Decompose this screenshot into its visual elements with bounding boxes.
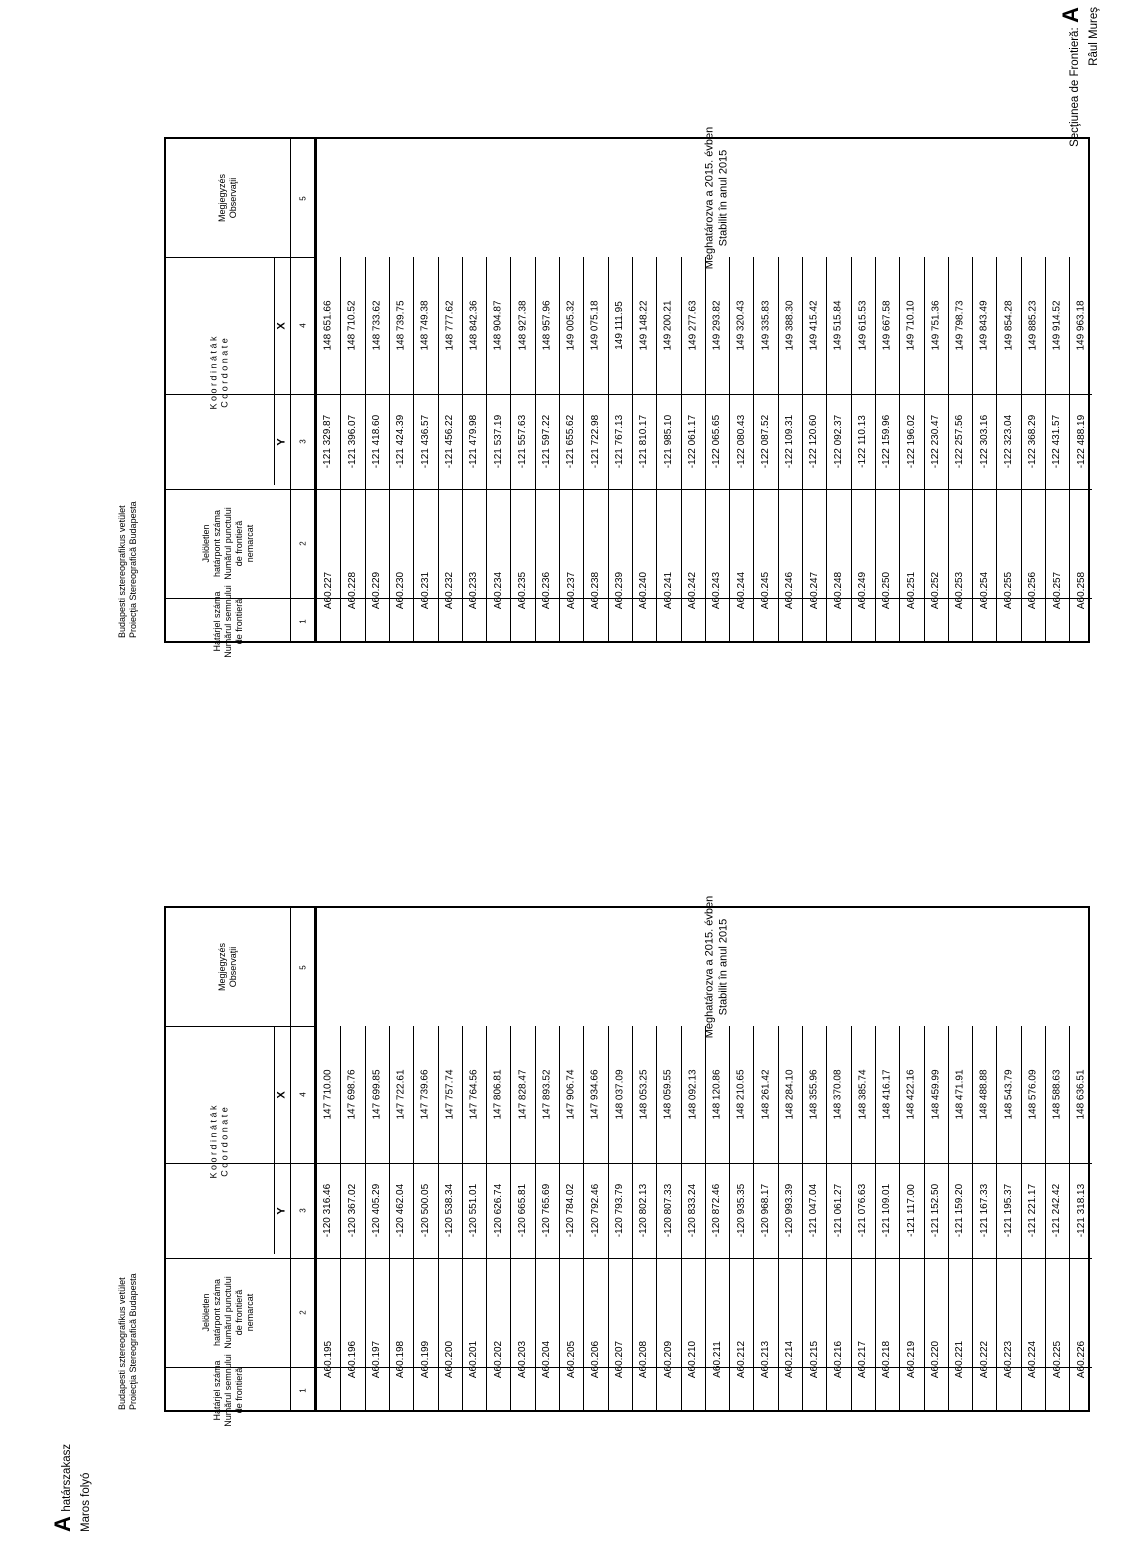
point-id-cell: A60.242 [687, 571, 699, 610]
column-number-5: 5 [298, 964, 308, 970]
x-coordinate-cell: 148 120.86 [711, 1069, 723, 1120]
y-coordinate-cell: -120 993.39 [784, 1183, 796, 1238]
y-coordinate-cell: -120 500.05 [419, 1183, 431, 1238]
x-coordinate-cell: 149 111.95 [614, 301, 626, 350]
y-coordinate-cell: -122 087.52 [760, 414, 772, 469]
y-coordinate-cell: -121 318.13 [1075, 1183, 1087, 1238]
point-id-cell: A60.224 [1027, 1340, 1039, 1379]
x-coordinate-cell: 149 963.18 [1075, 300, 1087, 351]
point-id-cell: A60.217 [857, 1340, 869, 1379]
y-coordinate-cell: -122 230.47 [930, 414, 942, 469]
y-coordinate-cell: -120 935.35 [735, 1183, 747, 1238]
x-coordinate-cell: 147 699.85 [371, 1069, 383, 1120]
x-coordinate-cell: 148 739.75 [395, 300, 407, 351]
column-number-5: 5 [298, 195, 308, 201]
x-coordinate-cell: 147 893.52 [541, 1069, 553, 1120]
x-coordinate-cell: 149 885.23 [1027, 300, 1039, 351]
point-id-cell: A60.249 [857, 571, 869, 610]
point-id-cell: A60.237 [565, 571, 577, 610]
y-coordinate-cell: -120 551.01 [468, 1183, 480, 1238]
x-coordinate-cell: 149 914.52 [1051, 300, 1063, 351]
x-coordinate-cell: 148 842.36 [468, 300, 480, 351]
y-coordinate-cell: -120 793.79 [614, 1183, 626, 1238]
y-coordinate-cell: -121 597.22 [541, 414, 553, 469]
y-coordinate-cell: -120 784.02 [565, 1183, 577, 1238]
point-id-cell: A60.227 [322, 571, 334, 610]
y-coordinate-cell: -120 765.69 [541, 1183, 553, 1238]
y-coordinate-cell: -122 431.57 [1051, 414, 1063, 469]
point-id-cell: A60.205 [565, 1340, 577, 1379]
point-id-cell: A60.246 [784, 571, 796, 610]
header-mark-number: Határjel száma Numărul semnului de frontieră [211, 585, 244, 658]
point-id-cell: A60.247 [808, 571, 820, 610]
x-coordinate-cell: 148 588.63 [1051, 1069, 1063, 1120]
x-coordinate-cell: 148 059.55 [662, 1069, 674, 1120]
y-coordinate-cell: -120 665.81 [517, 1183, 529, 1238]
y-coordinate-cell: -122 488.19 [1075, 414, 1087, 469]
x-coordinate-cell: 148 576.09 [1027, 1069, 1039, 1120]
observation-note: Meghatározva a 2015. évben Stabilit în anul 2015 [703, 895, 729, 1039]
y-coordinate-cell: -121 396.07 [346, 414, 358, 469]
point-id-cell: A60.213 [760, 1340, 772, 1379]
header-y: Y [276, 437, 288, 446]
point-id-cell: A60.241 [662, 571, 674, 610]
y-coordinate-cell: -121 152.50 [930, 1183, 942, 1238]
column-number-3: 3 [298, 439, 308, 444]
point-id-cell: A60.210 [687, 1340, 699, 1379]
x-coordinate-cell: 148 416.17 [881, 1069, 893, 1120]
header-observations: Megjegyzés Observaţii [217, 942, 238, 992]
point-id-cell: A60.236 [541, 571, 553, 610]
y-coordinate-cell: -122 080.43 [735, 414, 747, 469]
y-coordinate-cell: -120 792.46 [589, 1183, 601, 1238]
x-coordinate-cell: 149 751.36 [930, 300, 942, 351]
x-coordinate-cell: 147 710.00 [322, 1069, 334, 1120]
x-coordinate-cell: 149 798.73 [954, 300, 966, 351]
point-id-cell: A60.207 [614, 1340, 626, 1379]
x-coordinate-cell: 149 854.28 [1003, 300, 1015, 351]
point-id-cell: A60.239 [614, 571, 626, 610]
point-id-cell: A60.197 [371, 1340, 383, 1379]
point-id-cell: A60.232 [444, 571, 456, 610]
x-coordinate-cell: 148 261.42 [760, 1069, 772, 1120]
point-id-cell: A60.238 [589, 571, 601, 610]
x-coordinate-cell: 148 210.65 [735, 1069, 747, 1120]
point-id-cell: A60.220 [930, 1340, 942, 1379]
column-number-1: 1 [298, 1388, 308, 1393]
x-coordinate-cell: 148 749.38 [419, 300, 431, 351]
y-coordinate-cell: -121 767.13 [614, 414, 626, 469]
x-coordinate-cell: 148 543.79 [1003, 1069, 1015, 1120]
point-id-cell: A60.206 [589, 1340, 601, 1379]
coordinates-table-1 [164, 895, 1090, 1427]
x-coordinate-cell: 148 284.10 [784, 1069, 796, 1120]
x-coordinate-cell: 149 277.63 [687, 300, 699, 351]
header-coordinates: K o o r d i n á t á k C o o r d o n a t e [208, 1105, 230, 1179]
y-coordinate-cell: -122 120.60 [808, 414, 820, 469]
x-coordinate-cell: 148 488.88 [978, 1069, 990, 1120]
header-y: Y [276, 1206, 288, 1215]
column-number-3: 3 [298, 1208, 308, 1213]
y-coordinate-cell: -122 110.13 [857, 415, 869, 468]
point-id-cell: A60.235 [517, 571, 529, 610]
point-id-cell: A60.253 [954, 571, 966, 610]
x-coordinate-cell: 149 615.53 [857, 300, 869, 351]
y-coordinate-cell: -121 418.60 [371, 414, 383, 469]
point-id-cell: A60.209 [662, 1340, 674, 1379]
y-coordinate-cell: -121 061.27 [832, 1183, 844, 1238]
point-id-cell: A60.221 [954, 1340, 966, 1379]
y-coordinate-cell: -122 368.29 [1027, 414, 1039, 469]
point-id-cell: A60.228 [346, 571, 358, 610]
x-coordinate-cell: 149 515.84 [832, 300, 844, 351]
point-id-cell: A60.256 [1027, 571, 1039, 610]
y-coordinate-cell: -121 557.63 [517, 414, 529, 469]
x-coordinate-cell: 148 385.74 [857, 1069, 869, 1120]
y-coordinate-cell: -121 424.39 [395, 414, 407, 469]
x-coordinate-cell: 147 757.74 [444, 1069, 456, 1120]
x-coordinate-cell: 149 667.58 [881, 300, 893, 351]
point-id-cell: A60.250 [881, 571, 893, 610]
point-id-cell: A60.257 [1051, 571, 1063, 610]
point-id-cell: A60.255 [1003, 571, 1015, 610]
x-coordinate-cell: 148 927.38 [517, 300, 529, 351]
y-coordinate-cell: -121 076.63 [857, 1183, 869, 1238]
observation-note: Meghatározva a 2015. évben Stabilit în anul 2015 [703, 126, 729, 270]
x-coordinate-cell: 148 471.91 [954, 1069, 966, 1120]
point-id-cell: A60.244 [735, 571, 747, 610]
x-coordinate-cell: 148 422.16 [905, 1069, 917, 1120]
y-coordinate-cell: -122 092.37 [832, 414, 844, 469]
point-id-cell: A60.245 [760, 571, 772, 610]
y-coordinate-cell: -121 329.87 [322, 414, 334, 469]
y-coordinate-cell: -120 316.46 [322, 1183, 334, 1238]
y-coordinate-cell: -122 065.65 [711, 414, 723, 469]
x-coordinate-cell: 147 934.66 [589, 1069, 601, 1120]
point-id-cell: A60.196 [346, 1340, 358, 1379]
point-id-cell: A60.215 [808, 1340, 820, 1379]
x-coordinate-cell: 147 828.47 [517, 1069, 529, 1120]
projection-label-bottom: Budapesti sztereografikus vetület Proiecţia Stereografică Budapesta [117, 1273, 138, 1410]
point-id-cell: A60.208 [638, 1340, 650, 1379]
x-coordinate-cell: 149 293.82 [711, 300, 723, 351]
point-id-cell: A60.251 [905, 571, 917, 610]
y-coordinate-cell: -120 367.02 [346, 1183, 358, 1238]
point-id-cell: A60.199 [419, 1340, 431, 1379]
point-id-cell: A60.248 [832, 571, 844, 610]
coordinates-table-2 [164, 126, 1090, 658]
point-id-cell: A60.202 [492, 1340, 504, 1379]
x-coordinate-cell: 149 335.83 [760, 300, 772, 351]
y-coordinate-cell: -120 538.34 [444, 1183, 456, 1238]
column-number-1: 1 [298, 619, 308, 624]
point-id-cell: A60.218 [881, 1340, 893, 1379]
x-coordinate-cell: 147 806.81 [492, 1069, 504, 1120]
y-coordinate-cell: -120 405.29 [371, 1183, 383, 1238]
x-coordinate-cell: 148 733.62 [371, 300, 383, 351]
point-id-cell: A60.233 [468, 571, 480, 610]
section-title-right: Secţiunea de Frontieră: A Râul Mureş [1058, 7, 1100, 147]
point-id-cell: A60.229 [371, 571, 383, 610]
column-number-2: 2 [298, 541, 308, 546]
y-coordinate-cell: -122 061.17 [687, 414, 699, 469]
y-coordinate-cell: -121 195.37 [1003, 1183, 1015, 1238]
x-coordinate-cell: 149 388.30 [784, 300, 796, 351]
y-coordinate-cell: -121 655.62 [565, 414, 577, 469]
header-x: X [276, 321, 288, 330]
point-id-cell: A60.212 [735, 1340, 747, 1379]
x-coordinate-cell: 148 957.96 [541, 300, 553, 351]
y-coordinate-cell: -120 872.46 [711, 1183, 723, 1238]
x-coordinate-cell: 149 075.18 [589, 300, 601, 351]
point-id-cell: A60.258 [1075, 571, 1087, 610]
y-coordinate-cell: -121 537.19 [492, 414, 504, 469]
projection-label-top: Budapesti sztereografikus vetület Proiecţia Stereografică Budapesta [117, 501, 138, 638]
x-coordinate-cell: 149 710.10 [905, 300, 917, 351]
x-coordinate-cell: 148 092.13 [687, 1069, 699, 1120]
y-coordinate-cell: -121 722.98 [589, 414, 601, 469]
x-coordinate-cell: 147 698.76 [346, 1069, 358, 1120]
point-id-cell: A60.198 [395, 1340, 407, 1379]
y-coordinate-cell: -122 257.56 [954, 414, 966, 469]
point-id-cell: A60.223 [1003, 1340, 1015, 1379]
header-unmarked-point: Jelöletlen határpont száma Numărul punctului de frontieră nemarcat [200, 1276, 255, 1349]
x-coordinate-cell: 149 320.43 [735, 300, 747, 351]
point-id-cell: A60.230 [395, 571, 407, 610]
x-coordinate-cell: 148 710.52 [346, 300, 358, 351]
x-coordinate-cell: 148 636.51 [1075, 1069, 1087, 1120]
point-id-cell: A60.214 [784, 1340, 796, 1379]
x-coordinate-cell: 147 739.66 [419, 1069, 431, 1120]
y-coordinate-cell: -120 807.33 [662, 1183, 674, 1238]
y-coordinate-cell: -121 221.17 [1027, 1183, 1039, 1238]
header-x: X [276, 1090, 288, 1099]
y-coordinate-cell: -121 047.04 [808, 1183, 820, 1238]
x-coordinate-cell: 148 904.87 [492, 300, 504, 351]
y-coordinate-cell: -122 109.31 [784, 414, 796, 469]
x-coordinate-cell: 148 651.66 [322, 300, 334, 351]
x-coordinate-cell: 148 459.99 [930, 1069, 942, 1120]
header-mark-number: Határjel száma Numărul semnului de frontieră [211, 1354, 244, 1427]
x-coordinate-cell: 147 722.61 [395, 1069, 407, 1120]
y-coordinate-cell: -122 323.04 [1003, 414, 1015, 469]
point-id-cell: A60.195 [322, 1340, 334, 1379]
header-observations: Megjegyzés Observaţii [217, 173, 238, 223]
y-coordinate-cell: -120 968.17 [760, 1183, 772, 1238]
column-number-4: 4 [298, 323, 308, 328]
y-coordinate-cell: -121 109.01 [881, 1183, 893, 1238]
x-coordinate-cell: 149 415.42 [808, 300, 820, 351]
x-coordinate-cell: 148 777.62 [444, 300, 456, 351]
column-number-2: 2 [298, 1310, 308, 1315]
x-coordinate-cell: 148 355.96 [808, 1069, 820, 1120]
point-id-cell: A60.222 [978, 1340, 990, 1379]
point-id-cell: A60.211 [711, 1341, 723, 1378]
y-coordinate-cell: -120 462.04 [395, 1183, 407, 1238]
y-coordinate-cell: -121 159.20 [954, 1183, 966, 1238]
point-id-cell: A60.243 [711, 571, 723, 610]
x-coordinate-cell: 148 037.09 [614, 1069, 626, 1120]
y-coordinate-cell: -122 303.16 [978, 414, 990, 469]
x-coordinate-cell: 149 200.21 [662, 300, 674, 351]
y-coordinate-cell: -121 810.17 [638, 414, 650, 469]
header-coordinates: K o o r d i n á t á k C o o r d o n a t e [208, 336, 230, 410]
x-coordinate-cell: 149 148.22 [638, 300, 650, 351]
point-id-cell: A60.201 [468, 1340, 480, 1379]
point-id-cell: A60.226 [1075, 1340, 1087, 1379]
y-coordinate-cell: -121 117.00 [905, 1184, 917, 1237]
point-id-cell: A60.231 [419, 571, 431, 610]
y-coordinate-cell: -121 242.42 [1051, 1183, 1063, 1238]
x-coordinate-cell: 148 053.25 [638, 1069, 650, 1120]
point-id-cell: A60.254 [978, 571, 990, 610]
y-coordinate-cell: -120 833.24 [687, 1183, 699, 1238]
y-coordinate-cell: -122 159.96 [881, 414, 893, 469]
x-coordinate-cell: 147 906.74 [565, 1069, 577, 1120]
y-coordinate-cell: -120 802.13 [638, 1183, 650, 1238]
point-id-cell: A60.204 [541, 1340, 553, 1379]
point-id-cell: A60.200 [444, 1340, 456, 1379]
y-coordinate-cell: -121 436.57 [419, 414, 431, 469]
x-coordinate-cell: 149 843.49 [978, 300, 990, 351]
y-coordinate-cell: -121 456.22 [444, 414, 456, 469]
point-id-cell: A60.216 [832, 1340, 844, 1379]
point-id-cell: A60.240 [638, 571, 650, 610]
x-coordinate-cell: 149 005.32 [565, 300, 577, 351]
point-id-cell: A60.234 [492, 571, 504, 610]
section-title-left: A határszakasz Maros folyó [50, 1443, 92, 1532]
x-coordinate-cell: 147 764.56 [468, 1069, 480, 1120]
y-coordinate-cell: -121 479.98 [468, 414, 480, 469]
y-coordinate-cell: -120 626.74 [492, 1183, 504, 1238]
y-coordinate-cell: -121 167.33 [978, 1183, 990, 1238]
point-id-cell: A60.225 [1051, 1340, 1063, 1379]
x-coordinate-cell: 148 370.08 [832, 1069, 844, 1120]
point-id-cell: A60.252 [930, 571, 942, 610]
point-id-cell: A60.219 [905, 1340, 917, 1379]
y-coordinate-cell: -121 985.10 [662, 414, 674, 469]
y-coordinate-cell: -122 196.02 [905, 414, 917, 469]
header-unmarked-point: Jelöletlen határpont száma Numărul punctului de frontieră nemarcat [200, 507, 255, 580]
column-number-4: 4 [298, 1092, 308, 1097]
point-id-cell: A60.203 [517, 1340, 529, 1379]
